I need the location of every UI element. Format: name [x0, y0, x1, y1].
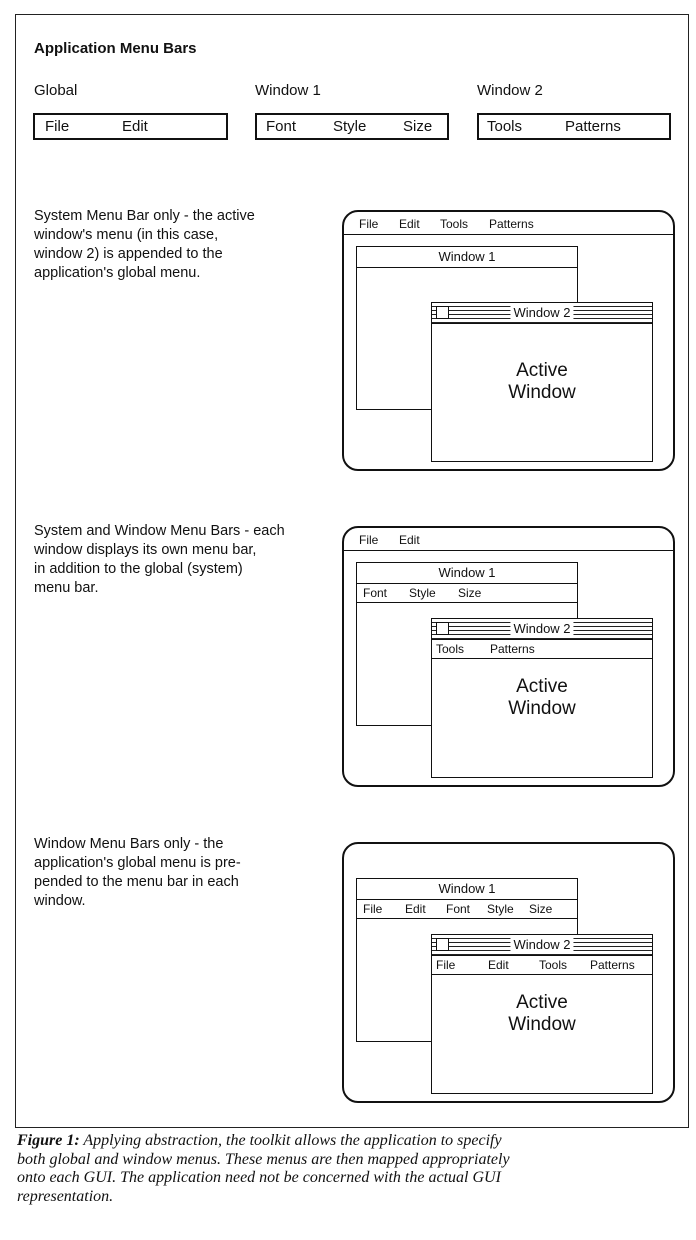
window2-title: Window 2 — [510, 305, 573, 321]
window2-title: Window 2 — [510, 937, 573, 953]
panel3-window2 — [431, 934, 653, 1094]
menu-item-file: File — [45, 118, 70, 135]
close-box-icon — [436, 622, 449, 635]
menu-item-font: Font — [266, 118, 297, 135]
panel2-screen — [342, 526, 675, 787]
menu-item-tools: Tools — [487, 118, 523, 135]
menu-item-style: Style — [333, 118, 367, 135]
global-menu-bar — [33, 113, 228, 140]
close-box-icon — [436, 306, 449, 319]
panel2-window2 — [431, 618, 653, 778]
menu-item-edit: Edit — [122, 118, 148, 135]
window2-menu-bar: File Edit Tools Patterns — [432, 956, 652, 975]
menu-item-patterns: Patterns — [565, 118, 621, 135]
window1-menu-bar: Font Style Size — [357, 584, 577, 603]
sys-menu-file: File — [359, 533, 379, 547]
panel1-screen — [342, 210, 675, 471]
menu-item-size: Size — [403, 118, 433, 135]
window1-menu-bar: File Edit Font Style Size — [357, 900, 577, 919]
window1-menu-bar — [255, 113, 449, 140]
sys-menu-edit: Edit — [399, 533, 420, 547]
figure-heading: Application Menu Bars — [34, 40, 197, 57]
window1-label: Window 1 — [255, 82, 321, 99]
active-window-label: Active Window — [508, 360, 576, 403]
system-menu-bar — [344, 212, 673, 235]
window2-label: Window 2 — [477, 82, 543, 99]
window1-title: Window 1 — [357, 879, 577, 900]
sys-menu-edit: Edit — [399, 217, 420, 231]
panel1-window2 — [431, 302, 653, 462]
sys-menu-file: File — [359, 217, 379, 231]
panel2-description: System and Window Menu Bars - each window displays its own menu bar, in addition to the global (system) menu bar. — [34, 523, 285, 596]
window2-titlebar — [432, 619, 652, 640]
caption-lead: Figure 1: — [17, 1132, 80, 1149]
active-window-label: Active Window — [508, 992, 576, 1035]
close-box-icon — [436, 938, 449, 951]
global-label: Global — [34, 82, 78, 99]
system-menu-bar — [344, 528, 673, 551]
window2-menu-bar: Tools Patterns — [432, 640, 652, 659]
figure-caption: Figure 1: Applying abstraction, the toolkit allows the application to specify both global and window menus. These menus are then mapped appropriately onto each GUI. The application need not be concerned with the actual GUI representation. — [17, 1132, 510, 1205]
window2-title: Window 2 — [510, 621, 573, 637]
window1-title: Window 1 — [357, 563, 577, 584]
sys-menu-patterns: Patterns — [489, 217, 534, 231]
window2-titlebar — [432, 935, 652, 956]
sys-menu-tools: Tools — [440, 217, 469, 231]
panel3-description: Window Menu Bars only - the application's global menu is pre- pended to the menu bar in each window. — [34, 836, 241, 909]
active-window-label: Active Window — [508, 676, 576, 719]
window2-titlebar — [432, 303, 652, 324]
panel1-description: System Menu Bar only - the active window's menu (in this case, window 2) is appended to the application's global menu. — [34, 208, 255, 281]
window1-title: Window 1 — [357, 247, 577, 268]
window2-menu-bar — [477, 113, 671, 140]
panel3-screen — [342, 842, 675, 1103]
